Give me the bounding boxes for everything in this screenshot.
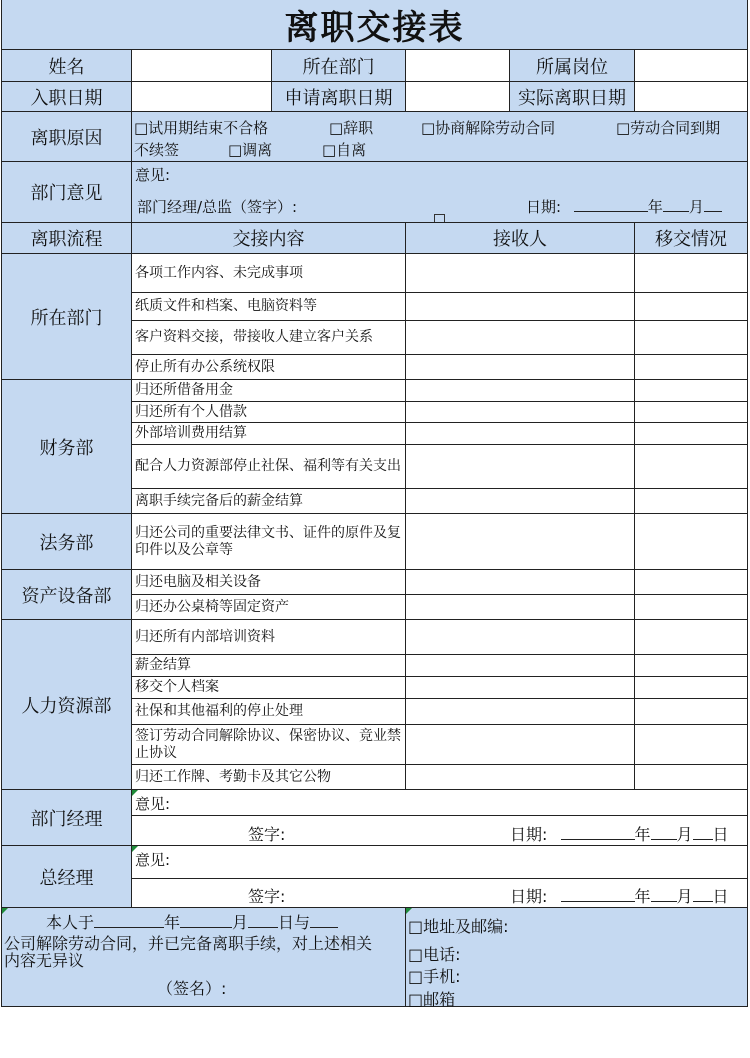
dept-opinion-date [526, 196, 722, 217]
reason-option-self-leave[interactable]: □自离 [322, 141, 367, 159]
reason-option-negotiate[interactable]: □协商解除劳动合同 [421, 119, 556, 137]
receiver-cell[interactable] [405, 253, 635, 293]
handover-item: 归还办公桌椅等固定资产 [131, 594, 406, 620]
handover-item: 薪金结算 [131, 654, 406, 677]
status-cell[interactable] [634, 401, 748, 423]
receiver-cell[interactable] [405, 488, 635, 514]
contact-address: □地址及邮编: [408, 917, 509, 936]
gm-sign-cell[interactable] [131, 878, 748, 908]
col-status: 移交情况 [634, 222, 748, 254]
status-cell[interactable] [634, 320, 748, 355]
actual-date-label: 实际离职日期 [509, 81, 635, 112]
handover-item: 归还公司的重要法律文书、证件的原件及复印件以及公章等 [131, 513, 406, 570]
handover-item: 客户资料交接，带接收人建立客户关系 [131, 320, 406, 355]
actual-date-field[interactable] [634, 81, 748, 112]
apply-date-field[interactable] [405, 81, 510, 112]
resignation-handover-form [2, 0, 748, 1008]
status-cell[interactable] [634, 379, 748, 402]
hire-date-field[interactable] [131, 81, 272, 112]
day-label: 日 [712, 825, 729, 844]
section-hr: 人力资源部 [1, 619, 132, 790]
section-dept: 所在部门 [1, 253, 132, 380]
status-cell[interactable] [634, 654, 748, 677]
status-cell[interactable] [634, 698, 748, 725]
date-label: 日期: [526, 198, 562, 216]
section-finance: 财务部 [1, 379, 132, 514]
receiver-cell[interactable] [405, 698, 635, 725]
apply-date-label: 申请离职日期 [271, 81, 406, 112]
handover-item: 归还所借备用金 [131, 379, 406, 402]
receiver-cell[interactable] [405, 444, 635, 489]
handover-item: 离职手续完备后的薪金结算 [131, 488, 406, 514]
reason-option-transfer[interactable]: □调离 [228, 141, 273, 159]
handover-item: 移交个人档案 [131, 676, 406, 699]
form-title: 离职交接表 [284, 8, 465, 48]
date-label: 日期: [510, 825, 548, 844]
year-label: 年 [164, 913, 181, 932]
receiver-cell[interactable] [405, 422, 635, 445]
handover-item: 配合人力资源部停止社保、福利等有关支出 [131, 444, 406, 489]
handover-item: 归还所有个人借款 [131, 401, 406, 423]
reason-option-probation[interactable]: □试用期结束不合格 [134, 119, 269, 137]
status-cell[interactable] [634, 444, 748, 489]
receiver-cell[interactable] [405, 619, 635, 655]
manager-sign-cell[interactable] [131, 815, 748, 846]
status-cell[interactable] [634, 292, 748, 321]
dept-opinion-cell[interactable] [131, 161, 748, 223]
receiver-cell[interactable] [405, 654, 635, 677]
receiver-cell[interactable] [405, 724, 635, 765]
dept-opinion-label: 部门意见 [1, 161, 132, 223]
name-field[interactable] [131, 49, 272, 82]
receiver-cell[interactable] [405, 379, 635, 402]
reason-option-contract-expire[interactable]: □劳动合同到期 [616, 119, 721, 137]
status-cell[interactable] [634, 594, 748, 620]
declaration-cell[interactable] [1, 907, 406, 1007]
receiver-cell[interactable] [405, 292, 635, 321]
receiver-cell[interactable] [405, 354, 635, 380]
status-cell[interactable] [634, 253, 748, 293]
receiver-cell[interactable] [405, 320, 635, 355]
dept-field[interactable] [405, 49, 510, 82]
handover-item: 归还工作牌、考勤卡及其它公物 [131, 764, 406, 790]
section-assets: 资产设备部 [1, 569, 132, 620]
handover-item: 外部培训费用结算 [131, 422, 406, 445]
status-cell[interactable] [634, 354, 748, 380]
manager-label: 部门经理 [1, 789, 132, 846]
status-cell[interactable] [634, 724, 748, 765]
manager-opinion-cell[interactable] [131, 789, 748, 816]
comment-marker-icon [2, 908, 8, 914]
status-cell[interactable] [634, 569, 748, 595]
section-legal: 法务部 [1, 513, 132, 570]
hire-date-label: 入职日期 [1, 81, 132, 112]
receiver-cell[interactable] [405, 764, 635, 790]
dept-label: 所在部门 [271, 49, 406, 82]
day-label: 日与 [278, 913, 311, 932]
name-label: 姓名 [1, 49, 132, 82]
handover-item: 停止所有办公系统权限 [131, 354, 406, 380]
status-cell[interactable] [634, 422, 748, 445]
gm-label: 总经理 [1, 845, 132, 908]
month-label: 月 [232, 913, 249, 932]
col-content: 交接内容 [131, 222, 406, 254]
contact-email: □邮箱 [408, 990, 456, 1009]
day-label: 日 [712, 887, 729, 906]
contact-phone: □电话: [408, 945, 461, 964]
gm-sign: 签字: [248, 887, 286, 906]
month-label: 月 [676, 887, 693, 906]
gm-opinion: 意见: [135, 851, 171, 869]
receiver-cell[interactable] [405, 401, 635, 423]
handover-item: 归还电脑及相关设备 [131, 569, 406, 595]
status-cell[interactable] [634, 488, 748, 514]
status-cell[interactable] [634, 676, 748, 699]
form-title-cell [1, 0, 748, 50]
year-label: 年 [634, 887, 651, 906]
handover-item: 归还所有内部培训资料 [131, 619, 406, 655]
reason-option-no-renew: 不续签 [134, 141, 180, 159]
manager-date [510, 822, 729, 845]
status-cell[interactable] [634, 764, 748, 790]
gm-date [510, 884, 729, 907]
declaration-line-2: 公司解除劳动合同，并已完备离职手续，对上述相关 [4, 934, 373, 953]
status-cell[interactable] [634, 513, 748, 570]
dept-opinion-sign: 部门经理/总监（签字）: [137, 198, 298, 216]
handover-item: 纸质文件和档案、电脑资料等 [131, 292, 406, 321]
declaration-line-3: 内容无异议 [4, 951, 85, 970]
receiver-cell[interactable] [405, 676, 635, 699]
handover-item: 各项工作内容、未完成事项 [131, 253, 406, 293]
declaration-prefix: 本人于 [46, 913, 95, 932]
handover-item: 签订劳动合同解除协议、保密协议、竞业禁止协议 [131, 724, 406, 765]
date-label: 日期: [510, 887, 548, 906]
col-process: 离职流程 [1, 222, 132, 254]
contact-mobile: □手机: [408, 967, 461, 986]
month-label: 月 [676, 825, 693, 844]
declaration-signature: （签名）: [157, 979, 227, 998]
receiver-cell[interactable] [405, 594, 635, 620]
col-receiver: 接收人 [405, 222, 635, 254]
dept-opinion-text: 意见: [135, 166, 171, 184]
contact-cell[interactable] [405, 907, 748, 1007]
post-label: 所属岗位 [509, 49, 635, 82]
gm-opinion-cell[interactable] [131, 845, 748, 879]
declaration-line-1 [46, 910, 338, 933]
handover-item: 社保和其他福利的停止处理 [131, 698, 406, 725]
manager-sign: 签字: [248, 825, 286, 844]
receiver-cell[interactable] [405, 513, 635, 570]
receiver-cell[interactable] [405, 569, 635, 595]
reason-label: 离职原因 [1, 111, 132, 162]
reason-option-resign[interactable]: □辞职 [329, 119, 374, 137]
post-field[interactable] [634, 49, 748, 82]
year-label: 年 [634, 825, 651, 844]
manager-opinion: 意见: [135, 795, 171, 813]
status-cell[interactable] [634, 619, 748, 655]
month-label: 月 [688, 198, 704, 216]
year-label: 年 [647, 198, 663, 216]
reason-options [131, 111, 748, 162]
